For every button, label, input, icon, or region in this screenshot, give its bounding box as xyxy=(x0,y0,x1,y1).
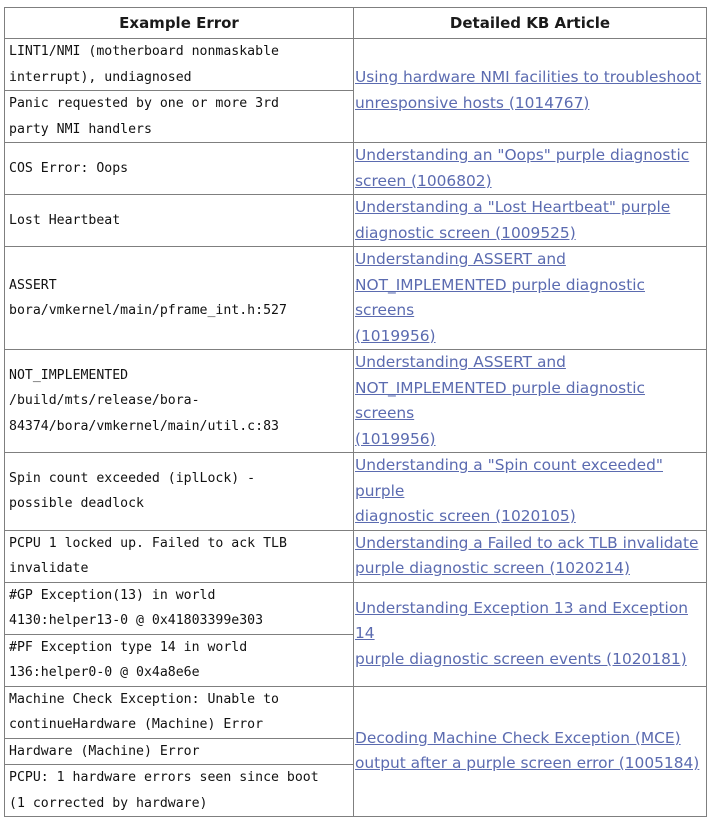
kb-article-link-1009525[interactable]: Understanding a "Lost Heartbeat" purple diagnostic screen (1009525) xyxy=(355,198,671,242)
error-cell xyxy=(5,530,354,582)
kb-article-link-1005184[interactable]: Decoding Machine Check Exception (MCE) output after a purple screen error (1005184) xyxy=(355,728,700,773)
table-row xyxy=(5,350,707,453)
kb-article-link-1019956[interactable]: Understanding ASSERT and NOT_IMPLEMENTED purple diagnostic screens (1019956) xyxy=(355,353,645,448)
error-line: interrupt), undiagnosed xyxy=(9,69,192,85)
article-cell xyxy=(354,143,707,195)
table-row xyxy=(5,582,707,634)
error-line: Lost Heartbeat xyxy=(9,212,121,228)
error-line: 84374/bora/vmkernel/main/util.c:83 xyxy=(9,418,279,434)
error-line: #GP Exception(13) in world xyxy=(9,587,216,603)
table-row xyxy=(5,143,707,195)
error-cell xyxy=(5,350,354,453)
error-line: Panic requested by one or more 3rd xyxy=(9,96,279,111)
error-cell xyxy=(5,686,354,738)
kb-article-link-1006802[interactable]: Understanding an "Oops" purple diagnostic screen (1006802) xyxy=(355,146,690,190)
kb-article-link-1020105[interactable]: Understanding a "Spin count exceeded" purple diagnostic screen (1020105) xyxy=(355,456,663,525)
article-cell xyxy=(354,453,707,531)
error-line: 136:helper0-0 @ 0x4a8e6e xyxy=(9,665,200,680)
kb-article-link-1014767[interactable]: Using hardware NMI facilities to troubleshoot unresponsive hosts (1014767) xyxy=(355,68,702,112)
kb-table xyxy=(4,7,707,817)
error-line: ASSERT xyxy=(9,277,57,293)
error-cell xyxy=(5,738,354,765)
article-cell xyxy=(354,350,707,453)
error-line: COS Error: Oops xyxy=(9,160,129,176)
table-row xyxy=(5,39,707,91)
error-cell xyxy=(5,765,354,817)
error-cell xyxy=(5,247,354,350)
error-line: NOT_IMPLEMENTED xyxy=(9,367,129,383)
table-row xyxy=(5,247,707,350)
table-row xyxy=(5,530,707,582)
article-cell xyxy=(354,582,707,686)
error-line: LINT1/NMI (motherboard nonmaskable xyxy=(9,44,279,59)
error-line: Hardware (Machine) Error xyxy=(9,743,200,759)
error-line: (1 corrected by hardware) xyxy=(9,795,208,811)
error-line: continueHardware (Machine) Error xyxy=(9,717,264,732)
error-cell xyxy=(5,143,354,195)
error-line: possible deadlock xyxy=(9,496,144,512)
table-row xyxy=(5,195,707,247)
error-line: PCPU 1 locked up. Failed to ack TLB xyxy=(9,535,287,551)
header-row xyxy=(5,8,707,39)
error-cell xyxy=(5,39,354,91)
kb-article-link-1019956[interactable]: Understanding ASSERT and NOT_IMPLEMENTED purple diagnostic screens (1019956) xyxy=(355,250,645,345)
error-cell xyxy=(5,582,354,634)
error-line: invalidate xyxy=(9,561,89,576)
error-cell xyxy=(5,195,354,247)
table-row xyxy=(5,686,707,738)
error-line: bora/vmkernel/main/pframe_int.h:527 xyxy=(9,303,287,318)
kb-article-link-1020181[interactable]: Understanding Exception 13 and Exception 14 purple diagnostic screen events (1020181) xyxy=(355,598,688,668)
kb-article-link-1020214[interactable]: Understanding a Failed to ack TLB invalidate purple diagnostic screen (1020214) xyxy=(355,533,699,577)
error-line: Spin count exceeded (iplLock) - xyxy=(9,470,256,486)
article-cell xyxy=(354,39,707,143)
error-line: party NMI handlers xyxy=(9,121,152,137)
error-cell xyxy=(5,91,354,143)
article-cell xyxy=(354,530,707,582)
error-cell xyxy=(5,634,354,686)
error-line: PCPU: 1 hardware errors seen since boot xyxy=(9,770,319,785)
article-cell xyxy=(354,247,707,350)
error-line: Machine Check Exception: Unable to xyxy=(9,691,279,707)
article-cell xyxy=(354,195,707,247)
error-cell xyxy=(5,453,354,531)
header-kb-article: Detailed KB Article xyxy=(354,8,707,39)
article-cell xyxy=(354,686,707,817)
error-line: #PF Exception type 14 in world xyxy=(9,639,248,655)
error-line: 4130:helper13-0 @ 0x41803399e303 xyxy=(9,613,264,628)
error-line: /build/mts/release/bora- xyxy=(9,393,200,409)
table-row xyxy=(5,453,707,531)
header-example-error: Example Error xyxy=(5,8,354,39)
